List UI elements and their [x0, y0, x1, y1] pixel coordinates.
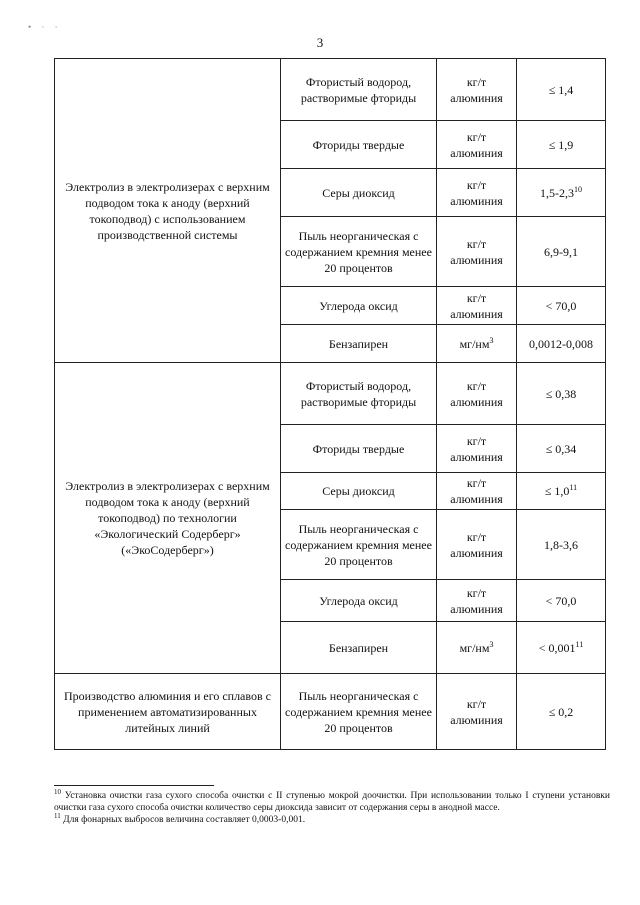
- limit-cell: [517, 510, 606, 580]
- pollutant-cell: Фтористый водород, растворимые фториды: [281, 59, 437, 121]
- footnote-text: Для фонарных выбросов величина составляет 0,0003-0,001.: [63, 815, 306, 825]
- unit-text: кг/т алюминия: [450, 74, 503, 105]
- pollutant-cell: Фтористый водород, растворимые фториды: [281, 363, 437, 425]
- footnote-number: 10: [54, 787, 61, 796]
- pollutant-cell: Углерода оксид: [281, 580, 437, 622]
- limit-cell: [517, 674, 606, 750]
- limit-cell: [517, 622, 606, 674]
- limit-value: ≤ 0,38: [545, 386, 577, 401]
- limit-value: 6,9-9,1: [544, 244, 578, 259]
- unit-text: мг/нм: [459, 640, 490, 655]
- limit-cell: [517, 287, 606, 325]
- process-cell: Электролиз в электролизерах с верхним подводом тока к аноду (верхний токоподвод) по технологии «Экологический Содерберг» («ЭкоСодерберг»): [55, 363, 281, 674]
- unit-cell: [437, 121, 517, 169]
- limit-cell: [517, 363, 606, 425]
- limit-cell: [517, 580, 606, 622]
- pollutant-cell: Бензапирен: [281, 622, 437, 674]
- limit-value: 1,5-2,3: [540, 185, 574, 200]
- unit-cell: [437, 59, 517, 121]
- unit-text: кг/т алюминия: [450, 177, 503, 208]
- unit-text: кг/т алюминия: [450, 529, 503, 560]
- table-row: [55, 363, 606, 425]
- page-number: 3: [316, 35, 324, 50]
- unit-cell: [437, 217, 517, 287]
- limit-value: < 70,0: [545, 298, 577, 313]
- unit-cell: [437, 674, 517, 750]
- unit-text: кг/т алюминия: [450, 290, 503, 321]
- footnote-text: Установка очистки газа сухого способа очистки с II ступенью мокрой доочистки. При использовании только I ступени установки очистки газа сухого способа очистки количество серы диоксида зависит от содержания серы в анодной массе.: [54, 791, 610, 813]
- limit-value: ≤ 1,9: [548, 137, 574, 152]
- emission-limits-table: [54, 58, 606, 750]
- pollutant-cell: Углерода оксид: [281, 287, 437, 325]
- unit-cell: [437, 169, 517, 217]
- unit-cell: [437, 580, 517, 622]
- pollutant-cell: Фториды твердые: [281, 425, 437, 473]
- limit-value: 1,8-3,6: [544, 537, 578, 552]
- footnote-separator: [54, 785, 214, 786]
- unit-cell: [437, 425, 517, 473]
- limit-value: ≤ 1,0: [544, 484, 570, 498]
- table-body: [55, 59, 606, 750]
- unit-cell: [437, 287, 517, 325]
- unit-text: кг/т алюминия: [450, 433, 503, 464]
- limit-cell: [517, 121, 606, 169]
- pollutant-cell: Серы диоксид: [281, 169, 437, 217]
- unit-text: кг/т алюминия: [450, 585, 503, 616]
- table-row: [55, 674, 606, 750]
- pollutant-cell: Фториды твердые: [281, 121, 437, 169]
- scan-artifact-marks: • · ·: [28, 22, 62, 32]
- footnote-11: [54, 811, 610, 826]
- limit-value: ≤ 1,4: [548, 82, 574, 97]
- unit-text: кг/т алюминия: [450, 378, 503, 409]
- limit-cell: [517, 59, 606, 121]
- limit-value: 0,0012-0,008: [529, 336, 593, 351]
- footnote-reference: 11: [569, 483, 578, 492]
- process-cell: Электролиз в электролизерах с верхним подводом тока к аноду (верхний токоподвод) с использованием производственной системы: [55, 59, 281, 363]
- unit-cell: [437, 363, 517, 425]
- unit-cell: [437, 622, 517, 674]
- unit-text: кг/т алюминия: [450, 129, 503, 160]
- footnotes: [54, 787, 610, 826]
- limit-value: ≤ 0,2: [548, 704, 574, 719]
- footnote-number: 11: [54, 811, 61, 820]
- unit-text: кг/т алюминия: [450, 236, 503, 267]
- limit-cell: [517, 169, 606, 217]
- limit-cell: [517, 473, 606, 510]
- pollutant-cell: Серы диоксид: [281, 473, 437, 510]
- unit-cell: [437, 510, 517, 580]
- limit-value: < 0,001: [538, 640, 576, 655]
- pollutant-cell: Пыль неорганическая с содержанием кремния менее 20 процентов: [281, 674, 437, 750]
- unit-cell: [437, 325, 517, 363]
- limit-cell: [517, 217, 606, 287]
- table-row: [55, 59, 606, 121]
- limit-cell: [517, 425, 606, 473]
- unit-cell: [437, 473, 517, 510]
- footnote-10: [54, 787, 610, 814]
- unit-superscript: 3: [489, 639, 494, 649]
- pollutant-cell: Бензапирен: [281, 325, 437, 363]
- limit-value: ≤ 0,34: [545, 441, 577, 456]
- footnote-reference: 10: [574, 184, 582, 194]
- process-cell: Производство алюминия и его сплавов с применением автоматизированных литейных линий: [55, 674, 281, 750]
- pollutant-cell: Пыль неорганическая с содержанием кремния менее 20 процентов: [281, 510, 437, 580]
- unit-superscript: 3: [489, 335, 494, 345]
- pollutant-cell: Пыль неорганическая с содержанием кремния менее 20 процентов: [281, 217, 437, 287]
- limit-value: < 70,0: [545, 593, 577, 608]
- unit-text: кг/т алюминия: [450, 476, 503, 506]
- unit-text: мг/нм: [459, 336, 490, 351]
- footnote-reference: 11: [575, 639, 584, 649]
- unit-text: кг/т алюминия: [450, 696, 503, 727]
- limit-cell: [517, 325, 606, 363]
